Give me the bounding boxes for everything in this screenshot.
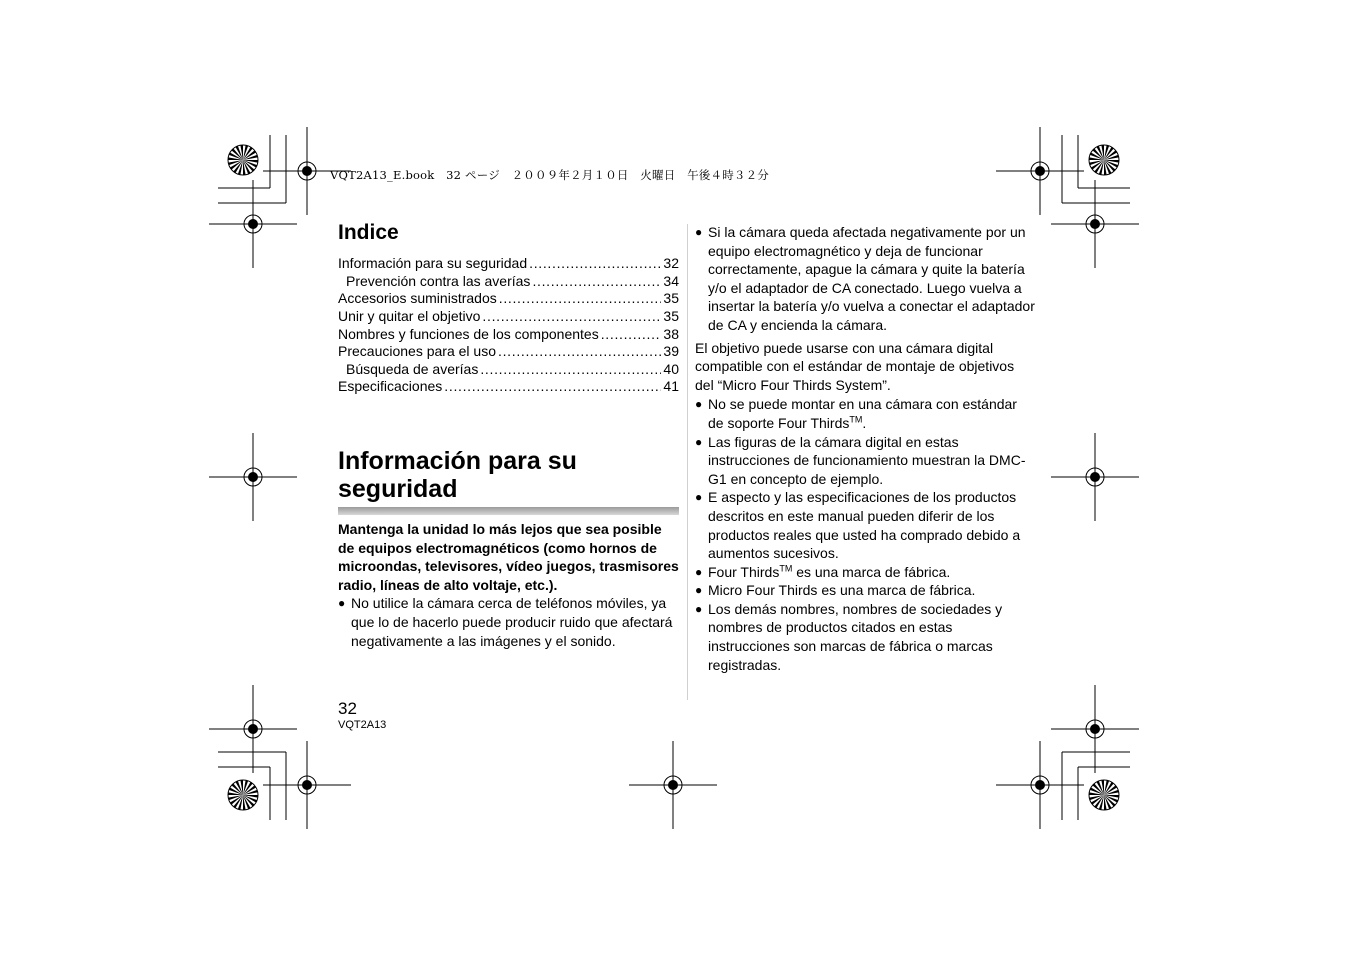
starburst-mark-icon [1089, 145, 1119, 175]
index-entry[interactable]: Accesorios suministrados . . . 35 [338, 290, 679, 308]
right-column [695, 223, 1035, 674]
registration-mark-icon [263, 741, 351, 829]
index-entry[interactable]: Información para su seguridad . . . 32 [338, 255, 679, 273]
index-entry[interactable]: Nombres y funciones de los componentes . . . 38 [338, 326, 679, 344]
bullet-icon: ● [338, 596, 346, 611]
document-code: VQT2A13 [338, 719, 387, 731]
registration-mark-icon [996, 127, 1084, 215]
bullet-icon: ● [695, 601, 703, 616]
registration-mark-icon [1051, 433, 1139, 521]
index-title: Indice [338, 221, 399, 244]
safety-title: Información para su seguridad [338, 447, 577, 503]
title-underline-bar [338, 507, 679, 515]
registration-mark-icon [996, 741, 1084, 829]
bullet-item: ● Si la cámara queda afectada negativamente por un equipo electromagnético y deja de funcionar correctamente, apague la cámara y quite la batería y/o el adaptador de CA conectado. Luego vuelva a insertar la batería y/o vuelva a conectar el adaptador de CA y encienda la cámara. [695, 224, 1035, 333]
starburst-mark-icon [228, 145, 258, 175]
bullet-icon: ● [695, 434, 703, 449]
registration-mark-icon [1051, 685, 1139, 773]
bullet-icon: ● [695, 225, 703, 239]
registration-mark-icon [629, 741, 717, 829]
index-entry[interactable]: Unir y quitar el objetivo . . . 35 [338, 308, 679, 326]
bullet-item: ● Four Thirds™ es una marca de fábrica. [695, 563, 951, 580]
starburst-mark-icon [228, 780, 258, 810]
trademark-superscript: TM [779, 563, 793, 574]
index-entry[interactable]: Precauciones para el uso . . . 39 [338, 343, 679, 361]
print-header: VQT2A13_E.book 32 ページ ２００９年２月１０日 火曜日 午後４時３２分 [330, 168, 769, 182]
bullet-item: ● E aspecto y las especificaciones de los productos descritos en este manual pueden diferir de los productos reales que usted ha comprado debido a aumentos sucesivos. [695, 489, 1021, 562]
bullet-item: ● Las figuras de la cámara digital en estas instrucciones de funcionamiento muestran la DMC-G1 en concepto de ejemplo. [695, 433, 1026, 487]
page-number: 32 [338, 699, 357, 718]
bullet-icon: ● [695, 564, 703, 579]
lens-paragraph: El objetivo puede usarse con una cámara digital compatible con el estándar de montaje de objetivos del “Micro Four Thirds System”. [695, 339, 1015, 393]
index-list [338, 255, 679, 396]
bullet-item: ● No se puede montar en una cámara con estándar de soporte Four Thirds™. [695, 396, 1017, 431]
index-section [338, 220, 679, 396]
registration-mark-icon [209, 685, 297, 773]
registration-mark-icon [209, 180, 297, 268]
bullet-item: ● Micro Four Thirds es una marca de fábrica. [695, 582, 976, 599]
index-entry[interactable]: Prevención contra las averías . . . 34 [338, 273, 679, 291]
safety-content [338, 520, 679, 650]
bullet-icon: ● [695, 583, 703, 598]
warning-text: Mantenga la unidad lo más lejos que sea posible de equipos electromagnéticos (como hornos de microondas, televisores, vídeo juegos, trasmisores radio, líneas de alto voltaje, etc.). [338, 521, 679, 593]
starburst-mark-icon [1089, 780, 1119, 810]
trademark-superscript: TM [849, 414, 863, 425]
registration-mark-icon [209, 433, 297, 521]
bullet-icon: ● [695, 397, 703, 412]
bullet-icon: ● [695, 490, 703, 505]
index-entry[interactable]: Búsqueda de averías . . . 40 [338, 361, 679, 379]
bullet-item: ● No utilice la cámara cerca de teléfonos móviles, ya que lo de hacerlo puede producir ruido que afectará negativamente a las imágenes y el sonido. [338, 595, 673, 649]
bullet-item: ● Los demás nombres, nombres de sociedades y nombres de productos citados en estas instrucciones son marcas de fábrica o marcas registradas. [695, 600, 1003, 673]
registration-mark-icon [1051, 180, 1139, 268]
index-entry[interactable]: Especificaciones . . . 41 [338, 378, 679, 396]
column-divider [687, 224, 688, 700]
